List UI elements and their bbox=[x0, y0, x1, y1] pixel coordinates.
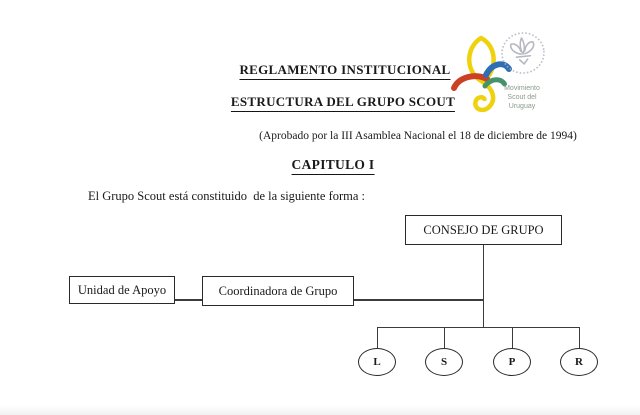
org-ellipse-s bbox=[425, 348, 463, 376]
approval-note: (Aprobado por la III Asamblea Nacional el 18 de diciembre de 1994) bbox=[259, 130, 577, 142]
title-line-2 bbox=[231, 94, 455, 112]
org-ellipse-r bbox=[560, 348, 598, 376]
title-line-2-text: ESTRUCTURA DEL GRUPO SCOUT bbox=[231, 94, 455, 112]
page-bottom-edge bbox=[0, 405, 640, 415]
intro-sentence: El Grupo Scout está constituido de la siguiente forma : bbox=[88, 189, 366, 203]
chapter-heading-text: CAPITULO I bbox=[292, 157, 375, 175]
title-line-1 bbox=[239, 62, 450, 80]
connector-drop-s bbox=[444, 327, 446, 348]
title-line-1-text: REGLAMENTO INSTITUCIONAL bbox=[239, 62, 450, 80]
org-box-unidad-label: Unidad de Apoyo bbox=[77, 282, 167, 297]
org-ellipse-p-label: P bbox=[508, 356, 516, 368]
org-ellipse-r-label: R bbox=[575, 356, 583, 368]
logo-caption-line-1: Movimiento bbox=[504, 85, 540, 92]
logo-caption bbox=[497, 84, 547, 111]
org-box-consejo-label: CONSEJO DE GRUPO bbox=[423, 222, 544, 237]
org-box-unidad-de-apoyo bbox=[69, 276, 175, 304]
org-box-coordinadora-label: Coordinadora de Grupo bbox=[218, 283, 338, 298]
logo-caption-line-2: Scout del bbox=[507, 94, 537, 102]
connector-drop-r bbox=[579, 327, 581, 348]
connector-coordinadora-to-trunk bbox=[354, 299, 483, 301]
world-scout-emblem-icon bbox=[498, 29, 548, 78]
org-box-coordinadora-de-grupo bbox=[202, 276, 354, 306]
org-ellipse-s-label: S bbox=[440, 356, 448, 368]
org-ellipse-l-label: L bbox=[373, 356, 381, 368]
connector-units-rake bbox=[377, 327, 580, 329]
connector-unidad-to-coordinadora bbox=[175, 299, 202, 301]
org-box-consejo-de-grupo bbox=[405, 215, 562, 245]
org-ellipse-p bbox=[493, 348, 531, 376]
chapter-heading bbox=[292, 157, 375, 175]
connector-drop-l bbox=[377, 327, 379, 348]
connector-drop-p bbox=[512, 327, 514, 348]
logo-caption-line-3: Uruguay bbox=[508, 103, 536, 111]
connector-consejo-trunk bbox=[483, 245, 485, 327]
org-ellipse-l bbox=[358, 348, 396, 376]
